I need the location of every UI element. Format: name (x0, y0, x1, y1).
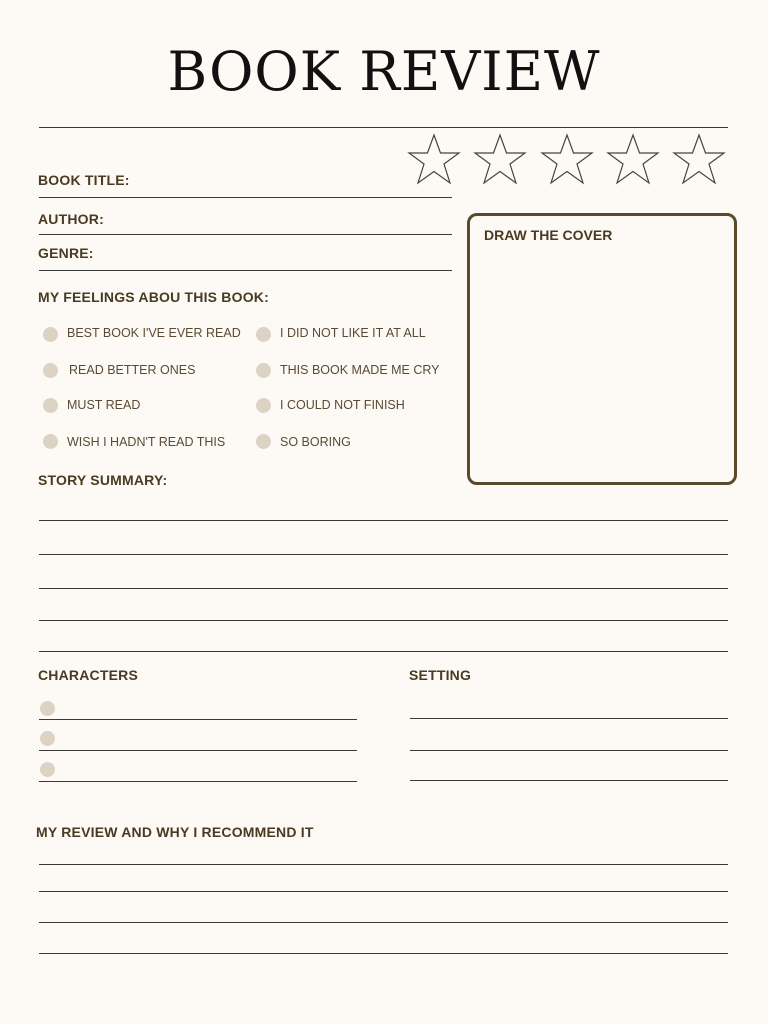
feeling-option: READ BETTER ONES (69, 363, 196, 377)
character-line[interactable] (39, 719, 357, 720)
summary-line[interactable] (39, 620, 728, 621)
summary-line[interactable] (39, 520, 728, 521)
feeling-option: THIS BOOK MADE ME CRY (280, 363, 440, 377)
feeling-option: BEST BOOK I'VE EVER READ (67, 326, 241, 340)
setting-line[interactable] (410, 750, 728, 751)
setting-line[interactable] (410, 718, 728, 719)
summary-heading: STORY SUMMARY: (38, 472, 168, 488)
character-bullet (40, 731, 55, 746)
review-heading: MY REVIEW AND WHY I RECOMMEND IT (36, 824, 314, 840)
book-title-line[interactable] (39, 197, 452, 198)
character-line[interactable] (39, 781, 357, 782)
feeling-radio[interactable] (256, 434, 271, 449)
author-label: AUTHOR: (38, 211, 104, 227)
character-bullet (40, 762, 55, 777)
summary-line[interactable] (39, 588, 728, 589)
feeling-option: I COULD NOT FINISH (280, 398, 405, 412)
genre-line[interactable] (39, 270, 452, 271)
feeling-radio[interactable] (256, 327, 271, 342)
feeling-radio[interactable] (256, 398, 271, 413)
character-line[interactable] (39, 750, 357, 751)
page-title: BOOK REVIEW (167, 40, 601, 103)
book-title-label: BOOK TITLE: (38, 172, 130, 188)
star-icon[interactable] (671, 133, 727, 187)
review-line[interactable] (39, 864, 728, 865)
setting-heading: SETTING (409, 667, 472, 683)
star-icon[interactable] (472, 133, 528, 187)
setting-line[interactable] (410, 780, 728, 781)
summary-line[interactable] (39, 651, 728, 652)
cover-drawing-box[interactable] (467, 213, 737, 485)
feeling-option: SO BORING (280, 435, 351, 449)
feeling-radio[interactable] (43, 327, 58, 342)
feeling-radio[interactable] (43, 363, 58, 378)
feelings-heading: MY FEELINGS ABOU THIS BOOK: (38, 289, 269, 305)
characters-heading: CHARACTERS (38, 667, 138, 683)
review-line[interactable] (39, 891, 728, 892)
feeling-radio[interactable] (256, 363, 271, 378)
feeling-option: WISH I HADN'T READ THIS (67, 435, 226, 449)
feeling-radio[interactable] (43, 398, 58, 413)
review-line[interactable] (39, 953, 728, 954)
title-divider (39, 127, 728, 128)
feeling-option: I DID NOT LIKE IT AT ALL (280, 326, 426, 340)
star-icon[interactable] (406, 133, 462, 187)
genre-label: GENRE: (38, 245, 94, 261)
star-icon[interactable] (539, 133, 595, 187)
review-line[interactable] (39, 922, 728, 923)
summary-line[interactable] (39, 554, 728, 555)
feeling-radio[interactable] (43, 434, 58, 449)
cover-label: DRAW THE COVER (484, 227, 613, 243)
feeling-option: MUST READ (67, 398, 141, 412)
character-bullet (40, 701, 55, 716)
star-icon[interactable] (605, 133, 661, 187)
author-line[interactable] (39, 234, 452, 235)
